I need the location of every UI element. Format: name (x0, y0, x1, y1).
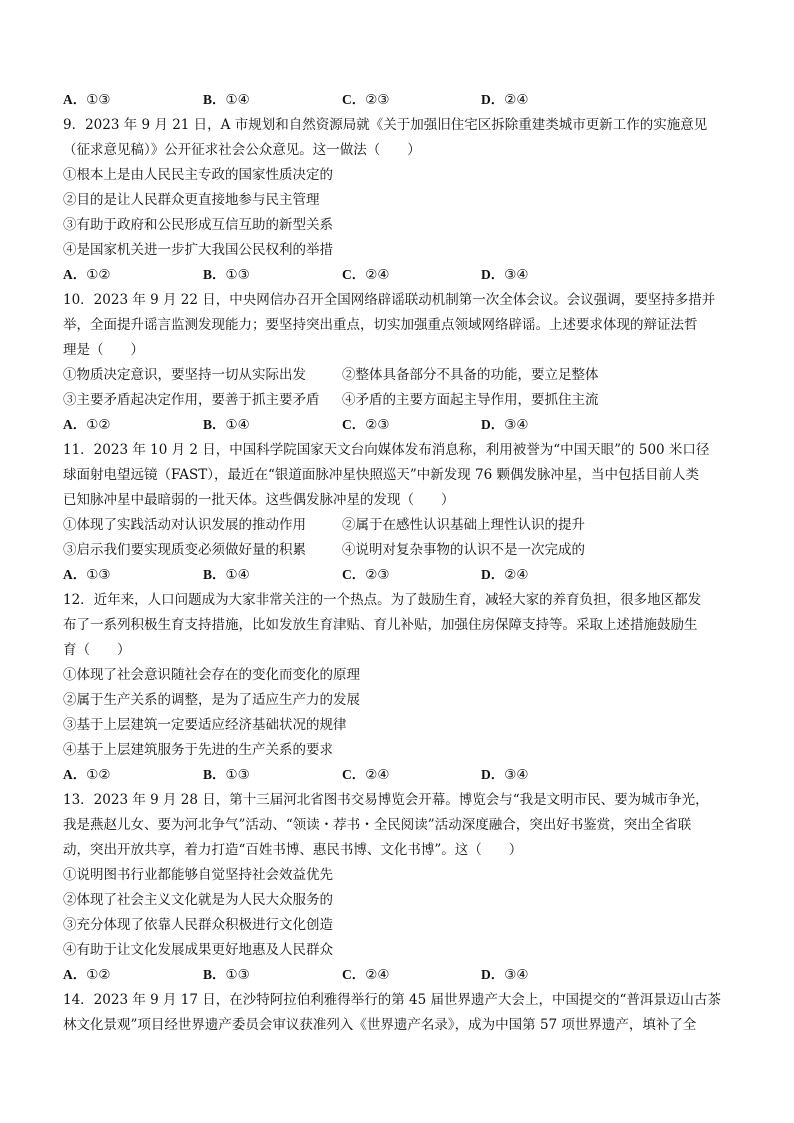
q13-stem-line-2: 我是燕赵儿女、要为河北争气”活动、“领读・荐书・全民阅读”活动深度融合，突出好书鉴赏，突出全省联 (63, 817, 692, 833)
q8-option-a[interactable]: A．①③ (63, 92, 111, 108)
q12-option-c[interactable]: C．②④ (342, 767, 390, 783)
q14-stem-line-2: 林文化景观”项目经世界遗产委员会审议获准列入《世界遗产名录》，成为中国第 57 项世界遗产，填补了全 (63, 1017, 697, 1033)
q10-stem-line-3: 理是（ ） (63, 342, 144, 358)
q13-option-b[interactable]: B．①③ (203, 967, 250, 983)
q12-option-d[interactable]: D．③④ (481, 767, 529, 783)
q12-option-b[interactable]: B．①③ (203, 767, 250, 783)
q11-item-4: ④说明对复杂事物的认识不是一次完成的 (342, 542, 585, 558)
q10-item-2: ②整体具备部分不具备的功能，要立足整体 (342, 367, 599, 383)
q11-option-a[interactable]: A．①③ (63, 567, 111, 583)
q13-item-2: ②体现了社会主义文化就是为人民大众服务的 (63, 892, 333, 908)
q12-stem-line-3: 育（ ） (63, 642, 131, 658)
q12-item-3: ③基于上层建筑一定要适应经济基础状况的规律 (63, 717, 347, 733)
q10-option-d[interactable]: D．③④ (481, 417, 529, 433)
q10-stem-line-1: 10．2023 年 9 月 22 日，中央网信办召开全国网络辟谣联动机制第一次全体会议。会议强调，要坚持多措并 (63, 292, 716, 308)
q8-option-c[interactable]: C．②③ (342, 92, 390, 108)
q9-item-4: ④是国家机关进一步扩大我国公民权利的举措 (63, 242, 333, 258)
q9-option-c[interactable]: C．②④ (342, 267, 390, 283)
q13-item-3: ③充分体现了依靠人民群众积极进行文化创造 (63, 917, 333, 933)
q10-option-b[interactable]: B．①④ (203, 417, 250, 433)
q13-stem-line-3: 动，突出开放共享，着力打造“百姓书博、惠民书博、文化书博”。这（ ） (63, 842, 523, 858)
q12-stem-line-2: 布了一系列积极生育支持措施，比如发放生育津贴、育儿补贴，加强住房保障支持等。采取上述措施鼓励生 (63, 617, 698, 633)
q10-item-4: ④矛盾的主要方面起主导作用，要抓住主流 (342, 392, 599, 408)
q11-item-2: ②属于在感性认识基础上理性认识的提升 (342, 517, 585, 533)
q11-option-c[interactable]: C．②③ (342, 567, 390, 583)
q9-item-3: ③有助于政府和公民形成互信互助的新型关系 (63, 217, 333, 233)
q9-option-a[interactable]: A．①② (63, 267, 111, 283)
q11-item-3: ③启示我们要实现质变必须做好量的积累 (63, 542, 306, 558)
q11-option-b[interactable]: B．①④ (203, 567, 250, 583)
q12-item-1: ①体现了社会意识随社会存在的变化而变化的原理 (63, 667, 360, 683)
q13-option-d[interactable]: D．③④ (481, 967, 529, 983)
q11-stem-line-3: 已知脉冲星中最暗弱的一批天体。这些偶发脉冲星的发现（ ） (63, 492, 455, 508)
q9-option-b[interactable]: B．①③ (203, 267, 250, 283)
q12-stem-line-1: 12．近年来，人口问题成为大家非常关注的一个热点。为了鼓励生育，减轻大家的养育负担，很多地区都发 (63, 592, 702, 608)
q13-option-c[interactable]: C．②④ (342, 967, 390, 983)
q10-item-1: ①物质决定意识，要坚持一切从实际出发 (63, 367, 306, 383)
q12-item-2: ②属于生产关系的调整，是为了适应生产力的发展 (63, 692, 360, 708)
q13-item-4: ④有助于让文化发展成果更好地惠及人民群众 (63, 942, 333, 958)
q12-option-a[interactable]: A．①② (63, 767, 111, 783)
q11-item-1: ①体现了实践活动对认识发展的推动作用 (63, 517, 306, 533)
q11-stem-line-2: 球面射电望远镜（FAST），最近在“银道面脉冲星快照巡天”中新发现 76 颗偶发脉冲星，当中包括目前人类 (63, 467, 700, 483)
q12-item-4: ④基于上层建筑服务于先进的生产关系的要求 (63, 742, 333, 758)
q13-option-a[interactable]: A．①② (63, 967, 111, 983)
q10-option-c[interactable]: C．②③ (342, 417, 390, 433)
q13-stem-line-1: 13．2023 年 9 月 28 日，第十三届河北省图书交易博览会开幕。博览会与“我是文明市民、要为城市争光， (63, 792, 709, 808)
q10-option-a[interactable]: A．①② (63, 417, 111, 433)
q9-item-1: ①根本上是由人民民主专政的国家性质决定的 (63, 167, 333, 183)
q10-stem-line-2: 举，全面提升谣言监测发现能力；要坚持突出重点，切实加强重点领域网络辟谣。上述要求体现的辩证法哲 (63, 317, 698, 333)
q10-item-3: ③主要矛盾起决定作用，要善于抓主要矛盾 (63, 392, 320, 408)
q13-item-1: ①说明图书行业都能够自觉坚持社会效益优先 (63, 867, 333, 883)
q9-item-2: ②目的是让人民群众更直接地参与民主管理 (63, 192, 320, 208)
q11-stem-line-1: 11．2023 年 10 月 2 日，中国科学院国家天文台向媒体发布消息称，利用被誉为“中国天眼”的 500 米口径 (63, 442, 710, 458)
q11-option-d[interactable]: D．②④ (481, 567, 529, 583)
q8-option-d[interactable]: D．②④ (481, 92, 529, 108)
q9-stem-line-2: （征求意见稿）》公开征求社会公众意见。这一做法（ ） (63, 142, 421, 158)
q14-stem-line-1: 14．2023 年 9 月 17 日，在沙特阿拉伯利雅得举行的第 45 届世界遗产大会上，中国提交的“普洱景迈山古茶 (63, 992, 721, 1008)
q9-stem-line-1: 9．2023 年 9 月 21 日，A 市规划和自然资源局就《关于加强旧住宅区拆除重建类城市更新工作的实施意见 (63, 117, 708, 133)
q8-option-b[interactable]: B．①④ (203, 92, 250, 108)
q9-option-d[interactable]: D．③④ (481, 267, 529, 283)
